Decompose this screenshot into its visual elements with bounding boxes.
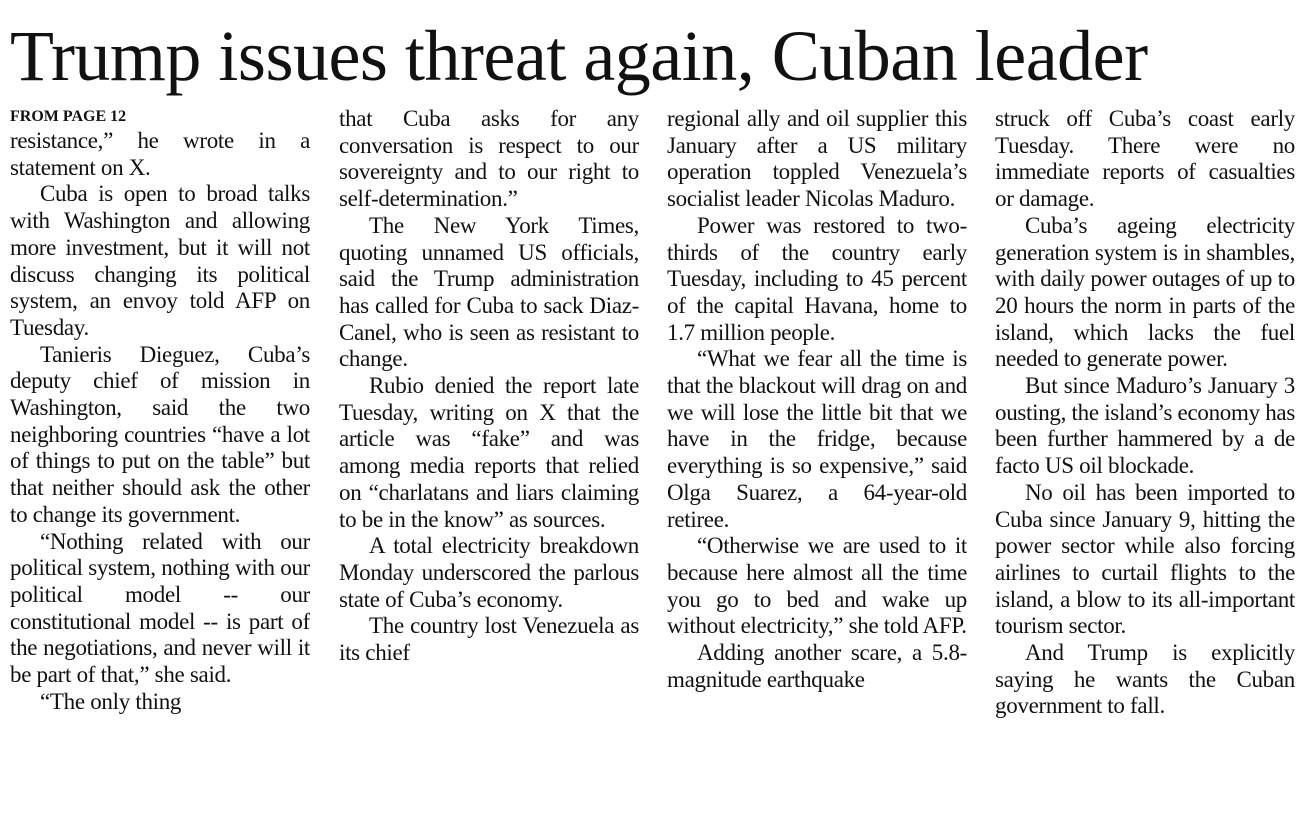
article-column-1 [10,106,310,806]
paragraph: A total electricity breakdown Monday underscored the parlous state of Cuba’s economy. [339,533,639,612]
paragraph: Power was restored to two-thirds of the country early Tuesday, including to 45 percent of the capital Havana, home to 1.7 million people. [667,212,967,345]
paragraph: But since Maduro’s January 3 ousting, the island’s economy has been further hammered by a de facto US oil blockade. [995,373,1295,479]
paragraph: “Nothing related with our political system, nothing with our political model -- our constitutional model -- is part of the negotiations, and never will it be part of that,” she said. [10,528,310,688]
paragraph: that Cuba asks for any conversation is respect to our sovereignty and to our right to self-determination.” [339,106,639,212]
paragraph: resistance,” he wrote in a statement on X. [10,128,310,180]
paragraph: “Otherwise we are used to it because here almost all the time you go to bed and wake up without electricity,” she told AFP. [667,533,967,639]
paragraph: And Trump is explicitly saying he wants the Cuban government to fall. [995,640,1295,719]
article-body [10,106,1300,806]
paragraph: No oil has been imported to Cuba since January 9, hitting the power sector while also forcing airlines to curtail flights to the island, a blow to its all-important tourism sector. [995,479,1295,639]
headline: Trump issues threat again, Cuban leader [10,16,1148,96]
article-column-3 [667,106,967,806]
paragraph: Tanieris Dieguez, Cuba’s deputy chief of mission in Washington, said the two neighboring countries “have a lot of things to put on the table” but that neither should ask the other to change its government. [10,341,310,527]
article-column-4 [995,106,1295,806]
paragraph: “The only thing [40,688,182,714]
article-column-2 [339,106,639,806]
paragraph: Adding another scare, a 5.8-magnitude earthquake [667,640,967,692]
paragraph: struck off Cuba’s coast early Tuesday. There were no immediate reports of casualties or damage. [995,106,1295,212]
paragraph: “What we fear all the time is that the blackout will drag on and we will lose the little bit that we have in the fridge, because everything is so expensive,” said Olga Suarez, a 64-year-old retiree. [667,346,967,532]
paragraph: Rubio denied the report late Tuesday, writing on X that the article was “fake” and was among media reports that relied on “charlatans and liars claiming to be in the know” as sources. [339,373,639,532]
paragraph: The country lost Venezuela as its chief [339,613,639,666]
paragraph: Cuba is open to broad talks with Washington and allowing more investment, but it will not discuss changing its political system, an envoy told AFP on Tuesday. [10,181,310,340]
paragraph: regional ally and oil supplier this January after a US military operation toppled Venezuela’s socialist leader Nicolas Maduro. [667,106,967,212]
paragraph: Cuba’s ageing electricity generation system is in shambles, with daily power outages of up to 20 hours the norm in parts of the island, which lacks the fuel needed to generate power. [995,212,1295,372]
jump-label: FROM PAGE 12 [10,108,127,125]
paragraph: The New York Times, quoting unnamed US officials, said the Trump administration has called for Cuba to sack Diaz-Canel, who is seen as resistant to change. [339,212,639,372]
